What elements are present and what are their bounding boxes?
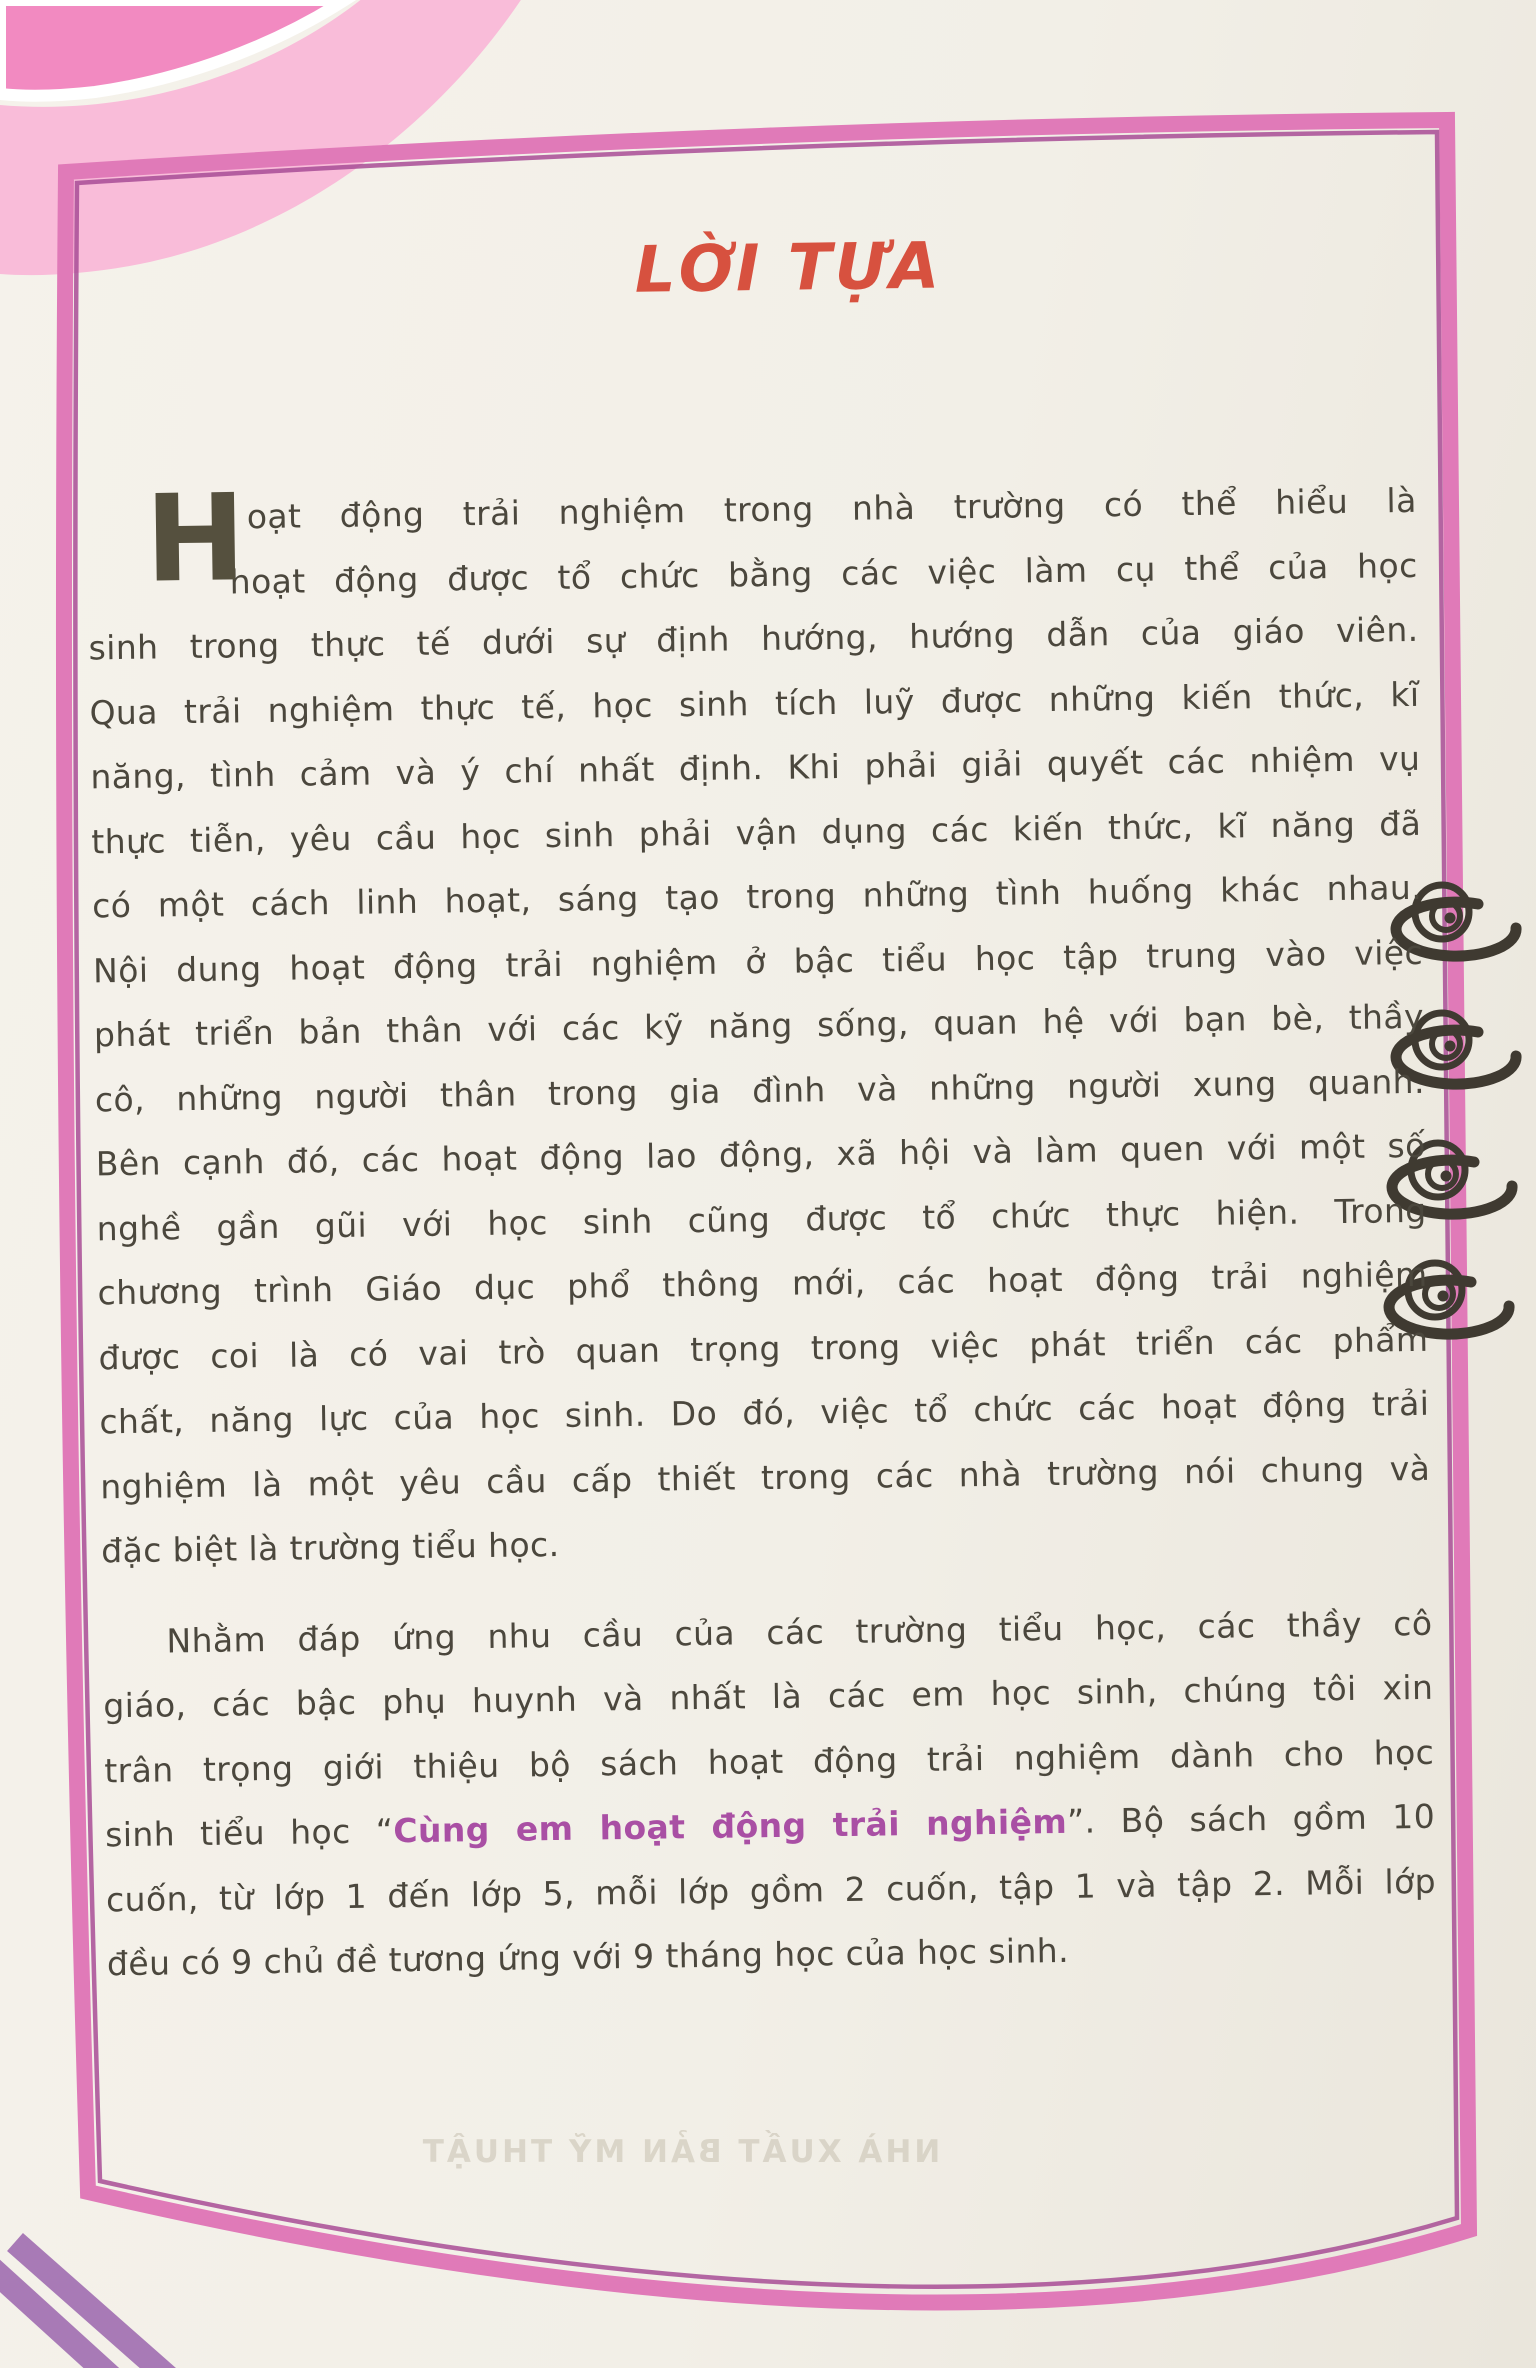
text-line: năng, tình cảm và ý chí nhất định. Khi phải giải quyết các nhiệm vụ [90, 738, 1421, 797]
text-line: chất, năng lực của học sinh. Do đó, việc tổ chức các hoạt động trải [99, 1383, 1430, 1442]
text-line: sinh trong thực tế dưới sự định hướng, hướng dẫn của giáo viên. [88, 609, 1419, 668]
watermark-showthrough: NHÀ XUẤT BẢN MỸ THUẬT [419, 2134, 941, 2170]
text-line: oạt động trải nghiệm trong nhà trường có thể hiểu là [246, 480, 1417, 537]
text-line: chương trình Giáo dục phổ thông mới, các hoạt động trải nghiệm [97, 1254, 1428, 1313]
text-line: hoạt động được tổ chức bằng các việc làm cụ thể của học [229, 545, 1418, 601]
paragraph-1 [86, 469, 1431, 1584]
text-line: Bên cạnh đó, các hoạt động lao động, xã hội và làm quen với một số [95, 1125, 1426, 1184]
text-line: cô, những người thân trong gia đình và những người xung quanh. [94, 1061, 1426, 1119]
page-title: LỜI TỰA [634, 229, 943, 308]
text-line: có một cách linh hoạt, sáng tạo trong những tình huống khác nhau. [91, 867, 1423, 926]
series-line-prefix: sinh tiểu học “ [104, 1811, 394, 1855]
text-line: trân trọng giới thiệu bộ sách hoạt động trải nghiệm dành cho học [104, 1732, 1435, 1790]
body-text [86, 469, 1437, 1997]
drop-cap: H [144, 469, 247, 610]
text-line: nghề gần gũi với học sinh cũng được tổ chức thực hiện. Trong [96, 1190, 1427, 1248]
text-line: Nội dung hoạt động trải nghiệm ở bậc tiểu học tập trung vào việc [92, 932, 1424, 990]
text-line: Qua trải nghiệm thực tế, học sinh tích luỹ được những kiến thức, kĩ [89, 674, 1420, 732]
text-line: phát triển bản thân với các kỹ năng sống, quan hệ với bạn bè, thầy [93, 996, 1425, 1055]
text-line: đều có 9 chủ đề tương ứng với 9 tháng học của học sinh. [106, 1930, 1070, 1984]
text-line: nghiệm là một yêu cầu cấp thiết trong các nhà trường nói chung và [100, 1448, 1431, 1506]
text-line: cuốn, từ lớp 1 đến lớp 5, mỗi lớp gồm 2 cuốn, tập 1 và tập 2. Mỗi lớp [105, 1861, 1437, 1919]
text-line: Nhằm đáp ứng nhu cầu của các trường tiểu học, các thầy cô [166, 1603, 1433, 1660]
series-line-suffix: ”. Bộ sách gồm 10 [1066, 1796, 1436, 1841]
text-line: thực tiễn, yêu cầu học sinh phải vận dụng các kiến thức, kĩ năng đã [91, 803, 1422, 861]
text-line: giáo, các bậc phụ huynh và nhất là các em học sinh, chúng tôi xin [103, 1667, 1434, 1726]
paragraph-2 [102, 1591, 1437, 1997]
text-line: đặc biệt là trường tiểu học. [100, 1524, 560, 1571]
series-title-highlight: Cùng em hoạt động trải nghiệm [393, 1801, 1068, 1851]
text-line: được coi là có vai trò quan trọng trong việc phát triển các phẩm [98, 1319, 1429, 1377]
